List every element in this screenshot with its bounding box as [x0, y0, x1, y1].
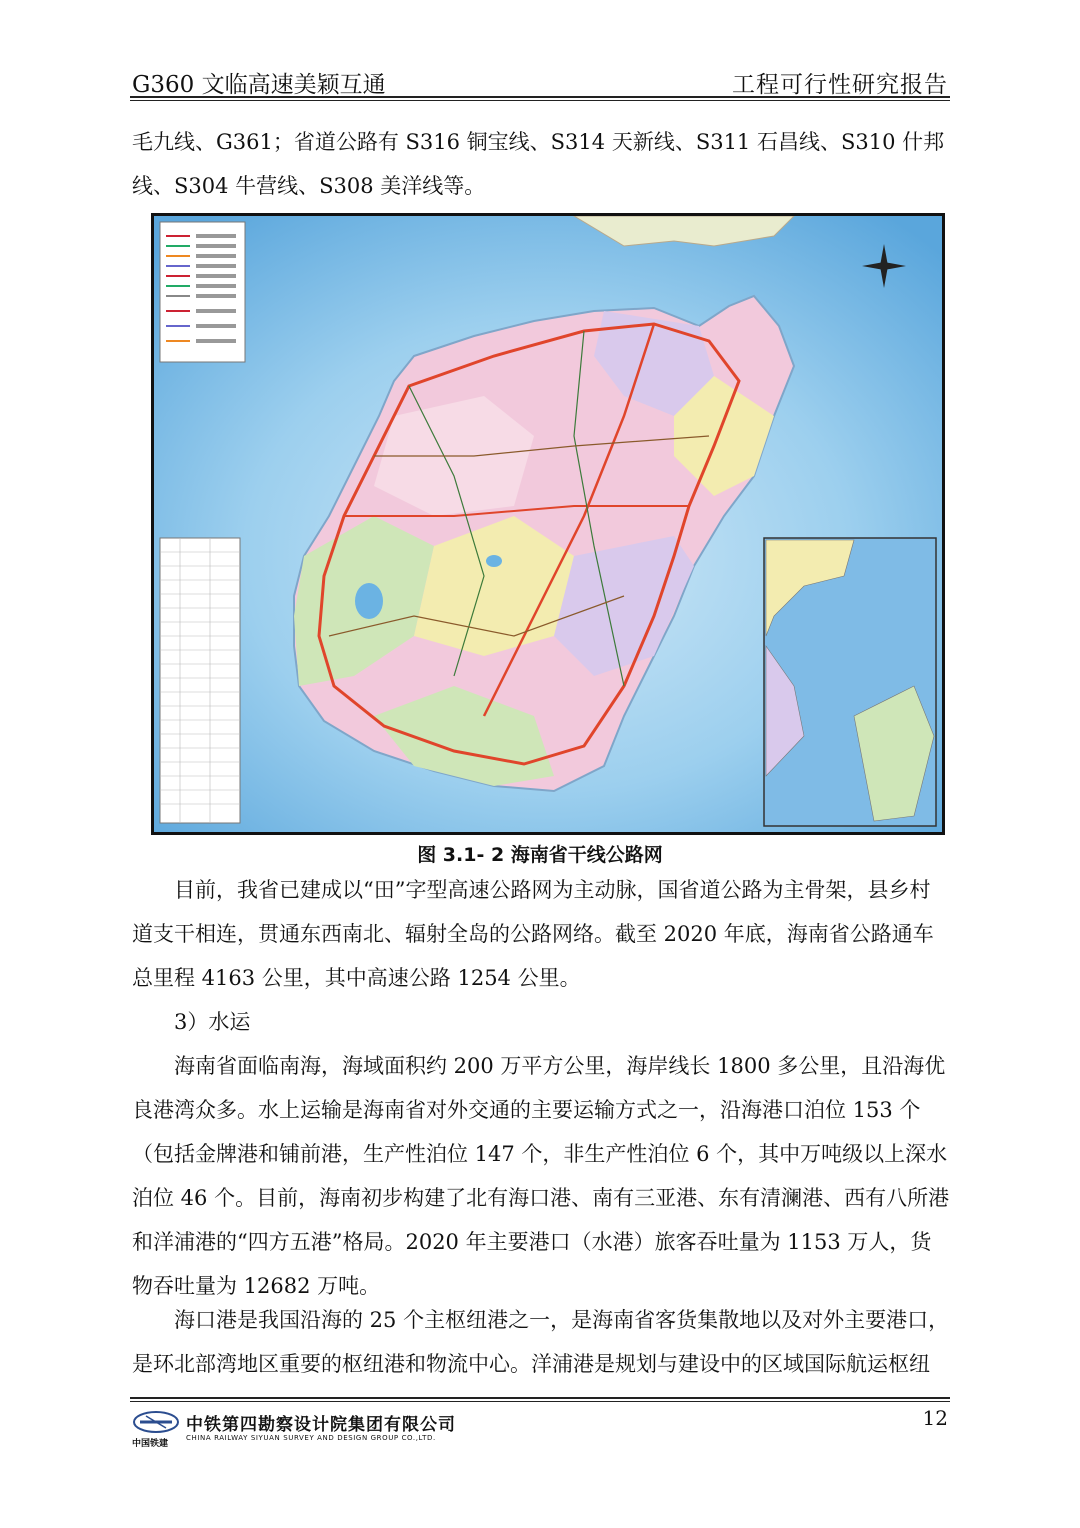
logo-subtitle: 中国铁建	[132, 1439, 169, 1449]
reservoir-center	[486, 555, 502, 567]
footer-rule-thin	[130, 1401, 950, 1402]
reservoir-west	[355, 583, 383, 619]
header-right-title: 工程可行性研究报告	[732, 72, 948, 98]
map-graphic	[154, 216, 942, 832]
company-name-cn: 中铁第四勘察设计院集团有限公司	[186, 1415, 456, 1435]
statistics-table	[160, 538, 240, 823]
header-left-title: G360 文临高速美颖互通	[132, 72, 386, 98]
figure-caption: 图 3.1- 2 海南省干线公路网	[417, 844, 663, 866]
paragraph-intro: 毛九线、G361；省道公路有 S316 铜宝线、S314 天新线、S311 石昌线、S310 什邦线、S304 牛营线、S308 美洋线等。	[132, 130, 945, 198]
page-number: 12	[922, 1406, 948, 1430]
header-rule	[130, 96, 950, 98]
paragraph-haikou-port: 海口港是我国沿海的 25 个主枢纽港之一，是海南省客货集散地以及对外主要港口，是环北部湾地区重要的枢纽港和物流中心。洋浦港是规划与建设中的区域国际航运枢纽	[132, 1308, 950, 1376]
section-heading-water-transport: 3）水运	[174, 1010, 251, 1034]
paragraph-road-network: 目前，我省已建成以“田”字型高速公路网为主动脉，国省道公路为主骨架，县乡村道支干相连，贯通东西南北、辐射全岛的公路网络。截至 2020 年底，海南省公路通车总里程 4163 公里，其中高速公路 1254 公里。	[132, 878, 934, 990]
header-rule-thin	[130, 100, 950, 101]
paragraph-ports: 海南省面临南海，海域面积约 200 万平方公里，海岸线长 1800 多公里，且沿海优良港湾众多。水上运输是海南省对外交通的主要运输方式之一，沿海港口泊位 153 个（包括金牌港和铺前港，生产性泊位 147 个，非生产性泊位 6 个，其中万吨级以上深水泊位 46 个。目前，海南初步构建了北有海口港、南有三亚港、东有清澜港、西有八所港和洋浦港的“四方五港”格局。2020 年主要港口（水港）旅客吞吐量为 1153 万人，货物吞吐量为 12682 万吨。	[132, 1054, 950, 1298]
hainan-road-map	[151, 213, 945, 835]
company-name-en: CHINA RAILWAY SIYUAN SURVEY AND DESIGN GROUP CO.,LTD.	[186, 1434, 436, 1442]
footer-rule	[130, 1397, 950, 1399]
